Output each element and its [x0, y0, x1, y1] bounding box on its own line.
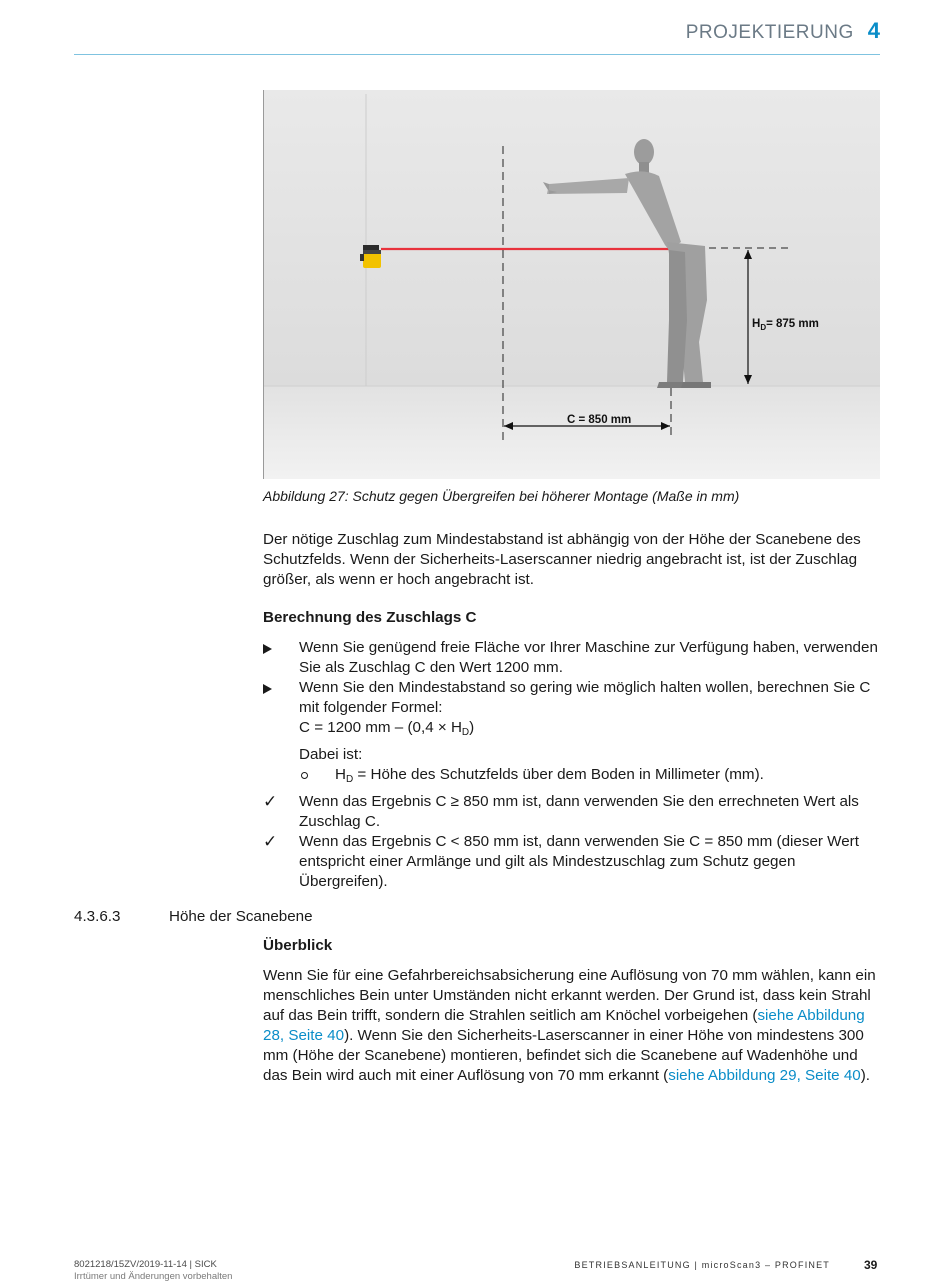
triangle-bullet-icon	[263, 684, 272, 694]
header-divider	[74, 54, 880, 55]
heading-calculation: Berechnung des Zuschlags C	[263, 609, 477, 626]
section-title: Höhe der Scanebene	[169, 908, 313, 925]
chapter-number: 4	[867, 18, 880, 43]
dabei-label: Dabei ist:	[299, 746, 363, 763]
check-text: Wenn das Ergebnis C ≥ 850 mm ist, dann verwenden Sie den errechneten Wert als Zuschlag C.	[299, 793, 859, 830]
figure-caption: Abbildung 27: Schutz gegen Übergreifen bei höherer Montage (Maße in mm)	[263, 488, 740, 504]
heading-overview: Überblick	[263, 937, 333, 954]
laser-scanner-device	[360, 245, 381, 268]
formula: C = 1200 mm – $(0,4 \times H_D)$	[299, 719, 475, 738]
chapter-title: PROJEKTIERUNG	[685, 22, 854, 43]
list-item	[263, 792, 883, 832]
check-text: Wenn das Ergebnis C < 850 mm ist, dann verwenden Sie C = 850 mm (dieser Wert entspricht einer Armlänge und gilt als Mindestzuschlag zum Schutz gegen Übergreifen).	[299, 833, 859, 890]
page-number: 39	[864, 1258, 878, 1272]
circle-bullet-icon	[301, 772, 308, 779]
figure-28-link[interactable]: siehe Abbildung 28, Seite 40	[263, 1007, 865, 1044]
list-item	[263, 678, 883, 765]
paragraph-intro: Der nötige Zuschlag zum Mindestabstand ist abhängig von der Höhe der Scanebene des Schutzfelds. Wenn der Sicherheits-Laserscanner niedrig angebracht ist, ist der Zuschlag größer, als wenn er hoch angebracht ist.	[263, 531, 861, 588]
chapter-header	[686, 18, 880, 46]
bullet-text: Wenn Sie den Mindestabstand so gering wie möglich halten wollen, berechnen Sie C mit folgender Formel:	[299, 679, 871, 716]
paragraph-overview: Wenn Sie für eine Gefahrbereichsabsicherung eine Auflösung von 70 mm wählen, kann ein menschliches Bein unter Umständen nicht erkannt werden. Der Grund ist, dass kein Strahl auf das Bein trifft, sondern die Strahlen seitlich am Knöchel vorbeigehen (siehe Abbildung 28, Seite 40). Wenn Sie den Sicherheits-Laserscanner in einer Höhe von mindestens 300 mm (Höhe der Scanebene) montieren, befindet sich die Scanebene auf Wadenhöhe und das Bein wird auch mit einer Auflösung von 70 mm erkannt (siehe Abbildung 29, Seite 40).	[263, 967, 876, 1084]
wall-background	[263, 90, 880, 386]
footer-doc-info	[74, 1259, 232, 1283]
check-mark-icon: ✓	[263, 792, 278, 811]
footer-doc-id: 8021218/15ZV/2019-11-14 | SICK	[74, 1259, 217, 1270]
figure-29-link[interactable]: siehe Abbildung 29, Seite 40	[668, 1067, 861, 1084]
hd-dimension-label: $H_D= 875$ mm	[752, 318, 819, 332]
list-item	[263, 832, 883, 892]
figure-illustration	[263, 90, 880, 479]
list-item	[263, 638, 883, 678]
section-number: 4.3.6.3	[74, 908, 121, 925]
c-dimension-label: C = 850 mm	[567, 414, 632, 426]
bullet-text: Wenn Sie genügend freie Fläche vor Ihrer Maschine zur Verfügung haben, verwenden Sie als Zuschlag C den Wert 1200 mm.	[299, 639, 878, 676]
footer-disclaimer: Irrtümer und Änderungen vorbehalten	[74, 1271, 233, 1282]
calculation-list	[263, 638, 883, 892]
floor	[263, 386, 880, 479]
footer-manual-title: BETRIEBSANLEITUNG | microScan3 – PROFINET	[574, 1260, 830, 1270]
sub-list-item: $H_D$ = Höhe des Schutzfelds über dem Boden in Millimeter (mm).	[263, 765, 883, 790]
check-mark-icon: ✓	[263, 832, 278, 851]
triangle-bullet-icon	[263, 644, 272, 654]
